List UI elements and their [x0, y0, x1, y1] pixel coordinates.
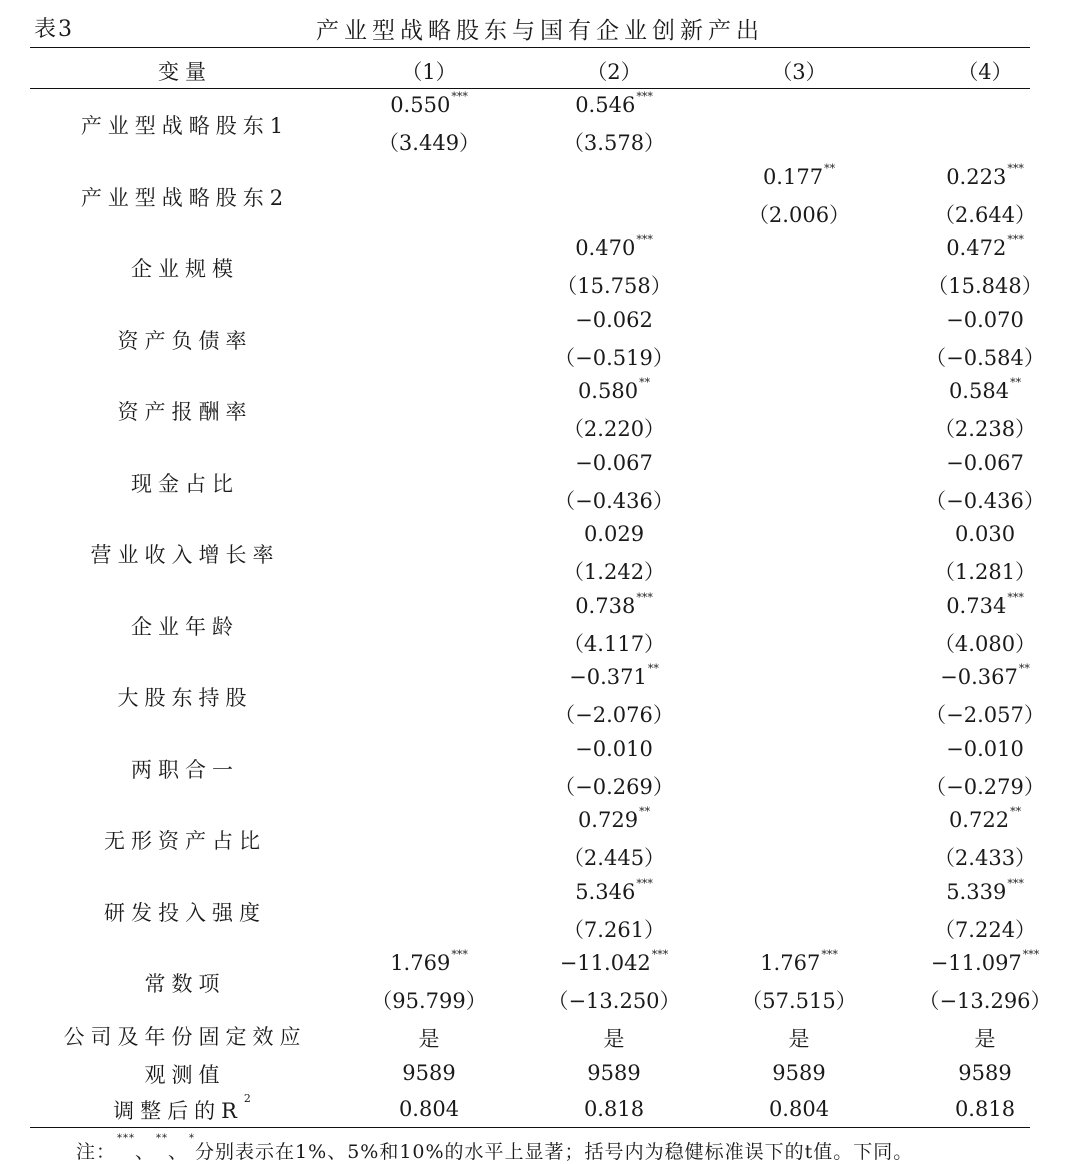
- coefficient-value: −11.097: [930, 951, 1022, 975]
- row-label: 现金占比: [131, 471, 239, 496]
- row-label: 产业型战略股东2: [80, 185, 290, 210]
- cell-col-3: 9589: [772, 1061, 826, 1085]
- t-statistic: （2.644）: [933, 202, 1037, 227]
- coefficient-value: 0.470: [575, 236, 636, 260]
- significance-stars: **: [647, 662, 659, 675]
- coefficient-value: −0.067: [575, 450, 653, 475]
- significance-stars: **: [1010, 376, 1022, 389]
- coefficient: [390, 948, 468, 975]
- t-statistic: （2.006）: [747, 202, 851, 227]
- coefficient: [575, 90, 653, 117]
- coefficient: [760, 948, 838, 975]
- coefficient-value: 0.546: [575, 93, 636, 117]
- coefficient-value: −0.067: [946, 450, 1024, 475]
- t-statistic: （−0.436）: [554, 488, 674, 513]
- cell-col-4: 0.818: [954, 1097, 1016, 1121]
- cell-col-2: 0.818: [583, 1097, 645, 1121]
- coefficient: [946, 451, 1024, 475]
- header-col-4: （4）: [957, 60, 1013, 84]
- t-statistic: （−0.279）: [925, 774, 1045, 799]
- coefficient-value: 5.339: [946, 879, 1007, 904]
- coefficient: [559, 948, 669, 975]
- row-label: 无形资产占比: [104, 829, 266, 853]
- coefficient-value: −0.062: [575, 307, 653, 332]
- table-title: 产业型战略股东与国有企业创新产出: [316, 18, 764, 44]
- note-separator: 、: [168, 1141, 189, 1163]
- t-statistic: （3.578）: [562, 131, 666, 155]
- row-label: 两职合一: [131, 757, 239, 782]
- significance-stars: ***: [636, 876, 653, 890]
- significance-stars: ***: [1007, 233, 1024, 246]
- significance-stars: ***: [636, 590, 653, 604]
- significance-stars: ***: [636, 233, 653, 246]
- t-statistic: （2.220）: [562, 417, 666, 441]
- coefficient-value: −0.010: [575, 736, 653, 761]
- t-statistic: （7.224）: [933, 917, 1037, 942]
- row-label: 研发投入强度: [104, 900, 266, 925]
- significance-stars: ***: [821, 948, 838, 961]
- t-statistic: （4.080）: [933, 631, 1037, 656]
- coefficient-value: 0.177: [762, 164, 824, 189]
- coefficient: [946, 233, 1024, 260]
- coefficient: [762, 161, 836, 189]
- row-label: 企业年龄: [131, 614, 239, 639]
- coefficient: [948, 376, 1022, 403]
- superscript-2: 2: [243, 1092, 257, 1105]
- row-label-text: 调整后的R: [113, 1099, 243, 1123]
- coefficient: [948, 805, 1022, 832]
- coefficient: [575, 308, 653, 332]
- table-note: [76, 1133, 914, 1164]
- cell-col-2: 9589: [587, 1061, 641, 1085]
- coefficient-value: −11.042: [559, 951, 651, 975]
- row-label: [113, 1092, 257, 1125]
- coefficient: [577, 805, 651, 832]
- row-label: 产业型战略股东1: [80, 114, 290, 138]
- coefficient: [575, 737, 653, 761]
- note-one-star: *: [189, 1133, 196, 1144]
- cell-col-1: 0.804: [398, 1097, 460, 1121]
- significance-stars: **: [1018, 662, 1030, 675]
- row-label: 企业规模: [131, 257, 239, 281]
- coefficient: [946, 308, 1024, 332]
- t-statistic: （2.238）: [933, 417, 1037, 441]
- coefficient: [946, 876, 1024, 904]
- coefficient: [575, 590, 653, 618]
- t-statistic: （−13.250）: [547, 989, 681, 1013]
- t-statistic: （3.449）: [377, 131, 481, 155]
- coefficient-value: 1.767: [760, 951, 821, 975]
- significance-stars: ***: [636, 90, 653, 103]
- row-label: 大股东持股: [117, 686, 253, 710]
- note-two-stars: **: [156, 1133, 169, 1144]
- coefficient-value: 0.738: [575, 593, 636, 618]
- coefficient: [946, 590, 1024, 618]
- coefficient-value: −0.367: [940, 665, 1018, 689]
- cell-col-1: 9589: [402, 1061, 456, 1085]
- t-statistic: （7.261）: [562, 917, 666, 942]
- significance-stars: ***: [1022, 948, 1040, 961]
- header-col-2: （2）: [586, 60, 642, 84]
- coefficient-value: 0.729: [577, 808, 639, 832]
- significance-stars: ***: [1007, 161, 1024, 175]
- coefficient-value: 0.584: [948, 379, 1010, 403]
- coefficient: [575, 876, 653, 904]
- t-statistic: （−0.519）: [554, 345, 674, 370]
- coefficient: [575, 233, 653, 260]
- coefficient: [390, 90, 468, 117]
- significance-stars: ***: [1007, 590, 1024, 604]
- coefficient-value: −0.070: [946, 307, 1024, 332]
- row-label: 营业收入增长率: [90, 543, 280, 567]
- top-rule: [30, 47, 1030, 48]
- t-statistic: （−0.584）: [925, 345, 1045, 370]
- header-col-3: （3）: [771, 60, 827, 84]
- row-label: 资产负债率: [117, 328, 253, 353]
- bottom-rule: [30, 1127, 1030, 1128]
- coefficient-value: 0.223: [946, 164, 1007, 189]
- cell-col-4: 是: [974, 1027, 996, 1051]
- t-statistic: （−2.076）: [554, 703, 674, 727]
- coefficient: [569, 662, 659, 689]
- coefficient-value: −0.371: [569, 665, 647, 689]
- coefficient: [575, 451, 653, 475]
- cell-col-3: 0.804: [768, 1097, 830, 1121]
- cell-col-2: 是: [603, 1027, 625, 1051]
- significance-stars: ***: [651, 948, 669, 961]
- row-label: 资产报酬率: [117, 400, 253, 424]
- significance-stars: **: [639, 805, 651, 818]
- t-statistic: （15.848）: [927, 274, 1043, 298]
- t-statistic: （1.242）: [562, 560, 666, 584]
- cell-col-4: 9589: [958, 1061, 1012, 1085]
- t-statistic: （−0.436）: [925, 488, 1045, 513]
- coefficient-value: 0.550: [390, 93, 451, 117]
- table-label: 表3: [34, 17, 74, 42]
- coefficient-value: 5.346: [575, 879, 636, 904]
- coefficient: [946, 161, 1024, 189]
- coefficient-value: 0.734: [946, 593, 1007, 618]
- note-text: 分别表示在1%、5%和10%的水平上显著；括号内为稳健标准误下的t值。下同。: [195, 1141, 914, 1163]
- row-label: 常数项: [144, 972, 226, 996]
- t-statistic: （1.281）: [933, 560, 1037, 584]
- coefficient: [940, 662, 1030, 689]
- coefficient: [946, 737, 1024, 761]
- coefficient-value: 0.029: [583, 522, 645, 546]
- significance-stars: ***: [451, 90, 468, 103]
- t-statistic: （2.445）: [562, 846, 666, 870]
- significance-stars: ***: [1007, 876, 1024, 890]
- t-statistic: （4.117）: [562, 631, 666, 656]
- row-label: 观测值: [144, 1063, 226, 1087]
- coefficient: [584, 522, 644, 546]
- cell-col-3: 是: [788, 1027, 810, 1051]
- header-col-1: （1）: [401, 60, 457, 84]
- coefficient-value: −0.010: [946, 736, 1024, 761]
- t-statistic: （57.515）: [741, 989, 857, 1013]
- significance-stars: **: [639, 376, 651, 389]
- significance-stars: **: [1010, 805, 1022, 818]
- coefficient-value: 0.472: [946, 236, 1007, 260]
- cell-col-1: 是: [418, 1027, 440, 1051]
- row-label: 公司及年份固定效应: [63, 1025, 307, 1049]
- t-statistic: （95.799）: [371, 989, 487, 1013]
- coefficient: [930, 948, 1040, 975]
- t-statistic: （−0.269）: [554, 774, 674, 799]
- coefficient-value: 0.030: [954, 522, 1016, 546]
- coefficient-value: 1.769: [390, 951, 451, 975]
- note-separator: 、: [135, 1141, 156, 1163]
- coefficient-value: 0.722: [948, 808, 1010, 832]
- t-statistic: （−13.296）: [918, 989, 1052, 1013]
- t-statistic: （2.433）: [933, 846, 1037, 870]
- note-prefix: 注：: [76, 1141, 117, 1163]
- significance-stars: **: [824, 161, 836, 175]
- significance-stars: ***: [451, 948, 468, 961]
- t-statistic: （15.758）: [556, 274, 672, 298]
- cropped-previous-text: [60, 0, 340, 7]
- header-variable: 变量: [158, 60, 212, 84]
- header-rule: [30, 88, 1030, 89]
- coefficient: [955, 522, 1015, 546]
- coefficient-value: 0.580: [577, 379, 639, 403]
- coefficient: [577, 376, 651, 403]
- t-statistic: （−2.057）: [925, 703, 1045, 727]
- note-three-stars: ***: [117, 1133, 136, 1144]
